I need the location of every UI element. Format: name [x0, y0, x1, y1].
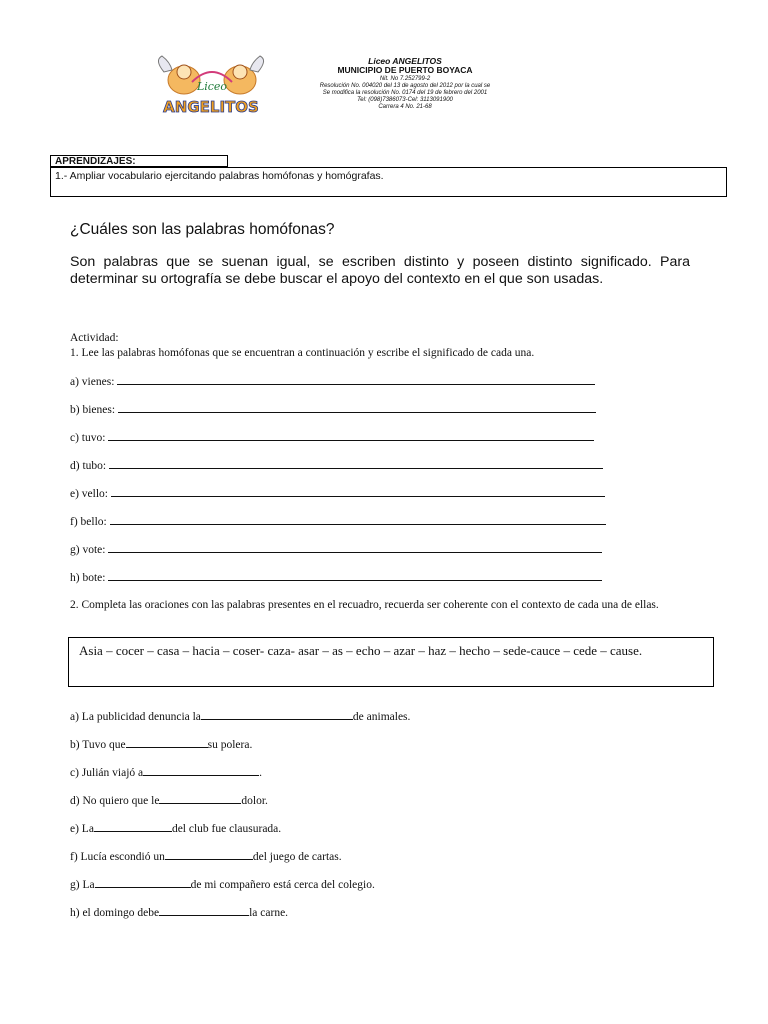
- sentence-start: h) el domingo debe: [70, 907, 160, 919]
- definition-label: d) tubo:: [70, 460, 107, 472]
- definition-label: a) vienes:: [70, 376, 115, 388]
- definition-item: [70, 374, 595, 388]
- sentence-end: de animales.: [352, 711, 411, 723]
- sentence-end: su polera.: [207, 739, 253, 751]
- header-line-nit: Nit. No 7.252799-2: [379, 76, 431, 82]
- definition-item: [70, 514, 606, 528]
- sentence-blank[interactable]: [94, 821, 172, 832]
- logo-text-bottom: ANGELITOS: [163, 98, 259, 116]
- header-line-modifica: Se modifica la resolución No. 0174 del 19 de febrero del 2001: [322, 90, 488, 96]
- answer-line[interactable]: [109, 458, 603, 469]
- aprendizajes-text: 1.- Ampliar vocabulario ejercitando palabras homófonas y homógrafas.: [50, 167, 727, 197]
- sentence-item: [70, 793, 268, 807]
- sentence-blank[interactable]: [201, 709, 353, 720]
- sentence-end: de mi compañero está cerca del colegio.: [190, 879, 375, 891]
- definition-label: b) bienes:: [70, 404, 116, 416]
- page-title: ¿Cuáles son las palabras homófonas?: [70, 221, 335, 238]
- header-line-address: Carrera 4 No. 21-68: [378, 104, 432, 110]
- sentence-start: c) Julián viajó a: [70, 767, 144, 779]
- definition-item: [70, 402, 596, 416]
- answer-line[interactable]: [108, 430, 594, 441]
- sentence-blank[interactable]: [126, 737, 208, 748]
- school-logo: [152, 52, 270, 120]
- definition-item: [70, 430, 594, 444]
- answer-line[interactable]: [108, 570, 602, 581]
- answer-line[interactable]: [108, 542, 602, 553]
- sentence-start: f) Lucía escondió un: [70, 851, 165, 863]
- sentence-start: e) La: [70, 823, 94, 835]
- definition-label: g) vote:: [70, 544, 106, 556]
- definition-label: c) tuvo:: [70, 432, 106, 444]
- intro-paragraph: Son palabras que se suenan igual, se escriben distinto y poseen distinto significado. Para determinar su ortografía se debe buscar el apoyo del contexto en el que son usadas.: [70, 254, 690, 287]
- municipality: MUNICIPIO DE PUERTO BOYACA: [337, 65, 473, 75]
- sentence-blank[interactable]: [143, 765, 259, 776]
- school-name: Liceo ANGELITOS: [368, 56, 442, 66]
- answer-line[interactable]: [111, 486, 605, 497]
- sentence-end: del club fue clausurada.: [171, 823, 282, 835]
- header-line-tel: Tel: (098)7386073-Cel: 3113091900: [357, 97, 453, 103]
- part2-instruction: 2. Completa las oraciones con las palabras presentes en el recuadro, recuerda ser coherente con el contexto de cada una de ellas.: [70, 599, 659, 611]
- answer-line[interactable]: [117, 374, 595, 385]
- sentence-start: g) La: [70, 879, 95, 891]
- aprendizajes-label: APRENDIZAJES:: [50, 155, 228, 167]
- definition-label: h) bote:: [70, 572, 106, 584]
- sentence-end: .: [259, 767, 263, 779]
- sentence-end: del juego de cartas.: [252, 851, 342, 863]
- definition-item: [70, 542, 602, 556]
- sentence-start: a) La publicidad denuncia la: [70, 711, 201, 723]
- sentence-blank[interactable]: [95, 877, 191, 888]
- definition-item: [70, 486, 605, 500]
- definition-item: [70, 458, 603, 472]
- word-box: Asia – cocer – casa – hacia – coser- caza- asar – as – echo – azar – haz – hecho – sede-cauce – cede – cause.: [68, 637, 714, 687]
- sentence-start: d) No quiero que le: [70, 795, 160, 807]
- sentence-start: b) Tuvo que: [70, 739, 126, 751]
- sentence-item: [70, 849, 342, 863]
- definition-label: f) bello:: [70, 516, 107, 528]
- activity-title: Actividad:: [70, 332, 119, 344]
- definition-item: [70, 570, 602, 584]
- activity-instruction: 1. Lee las palabras homófonas que se encuentran a continuación y escribe el significado de cada una.: [70, 347, 535, 359]
- header-line-resolucion: Resolución No. 004020 del 13 de agosto del 2012 por la cual se: [319, 83, 491, 89]
- sentence-blank[interactable]: [159, 905, 249, 916]
- answer-line[interactable]: [110, 514, 606, 525]
- sentence-item: [70, 709, 410, 723]
- logo-text-top: Liceo: [196, 80, 228, 93]
- sentence-end: dolor.: [241, 795, 268, 807]
- sentence-end: la carne.: [249, 907, 289, 919]
- sentence-item: [70, 737, 252, 751]
- definition-label: e) vello:: [70, 488, 108, 500]
- sentence-blank[interactable]: [159, 793, 241, 804]
- sentence-item: [70, 821, 281, 835]
- answer-line[interactable]: [118, 402, 596, 413]
- sentence-blank[interactable]: [165, 849, 253, 860]
- sentence-item: [70, 877, 375, 891]
- sentence-item: [70, 905, 288, 919]
- sentence-item: [70, 765, 262, 779]
